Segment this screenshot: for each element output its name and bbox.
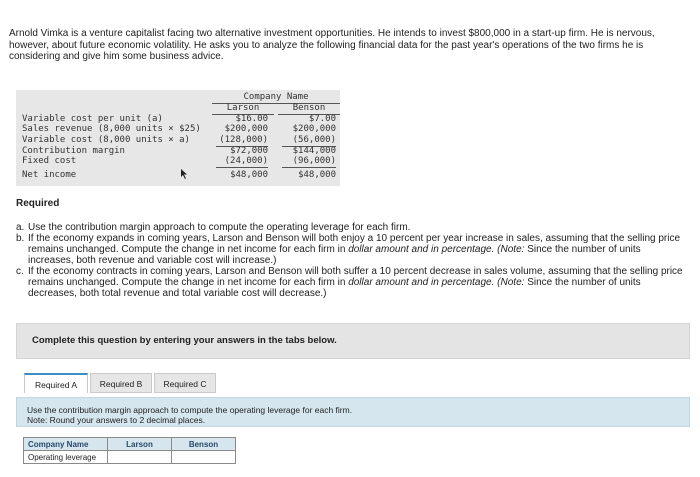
mouse-pointer-icon [180,169,188,181]
item-label: c. [16,266,24,277]
answer-table [23,437,236,464]
financial-data-table [16,90,340,186]
item-label: b. [16,233,25,244]
operating-leverage-label: Operating leverage [24,451,108,464]
required-item-a [16,222,686,233]
benson-value: $48,000 [298,170,336,180]
tab-panel-required-a [16,393,690,477]
tab-required-b[interactable]: Required B [90,373,152,393]
benson-operating-leverage-input[interactable] [172,451,236,464]
row-label: Net income [22,170,77,180]
item-label: a. [16,222,25,233]
item-emphasis: dollar amount and in percentage. (Note: [348,244,525,255]
larson-header: Larson [108,438,172,451]
larson-operating-leverage-input[interactable] [108,451,172,464]
larson-value: $48,000 [230,170,268,180]
panel-instructions [16,397,690,427]
company-name-header: Company Name [212,92,340,104]
problem-intro: Arnold Vimka is a venture capitalist facing two alternative investment opportunities. He intends to invest $800,000 in a start-up firm. He is nervous, however, about future economic volatility. He asks you to analyze the following financial data for the past year's operations of the two firms he is considering and give him some business advice. [9,28,655,62]
benson-header: Benson [172,438,236,451]
row-label: Variable cost (8,000 units × a) [22,135,190,145]
required-heading: Required [16,198,60,209]
larson-header: Larson [212,103,274,115]
benson-header: Benson [278,103,340,115]
row-label: Contribution margin [22,146,125,156]
item-text: If the economy contracts in coming years, Larson and Benson will both suffer a 10 percent decrease in sales volume, assuming that the selling price remains unchanged. Compute the change in net income for each firm in [28,266,683,288]
answer-table-header [24,438,236,451]
required-list [16,222,686,299]
item-note: Since the number of units decreases, both total revenue and total variable cost will decrease.) [28,277,641,299]
required-item-c [16,266,686,299]
item-note: Since the number of units increases, both revenue and variable cost will increase.) [28,244,641,266]
row-label: Variable cost per unit (a) [22,114,163,124]
item-emphasis: dollar amount and in percentage. (Note: [348,277,525,288]
instruction-text: Use the contribution margin approach to compute the operating leverage for each firm. [27,405,353,415]
benson-value: $200,000 [292,124,336,134]
banner-text: Complete this question by entering your answers in the tabs below. [32,335,337,346]
row-label: Sales revenue (8,000 units × $25) [22,124,201,134]
item-text: Use the contribution margin approach to compute the operating leverage for each firm. [28,222,411,233]
company-name-header: Company Name [24,438,108,451]
table-row [24,451,236,464]
tab-required-c[interactable]: Required C [154,373,216,393]
benson-value: (56,000) [282,135,336,147]
larson-value: $72,000 [230,146,268,156]
item-text: If the economy expands in coming years, Larson and Benson will both enjoy a 10 percent per year increase in sales, assuming that the selling price remains unchanged. Compute the change in net income for each firm in [28,233,681,255]
benson-value: $7.00 [308,114,336,124]
larson-value: (24,000) [216,156,268,168]
rounding-note: Note: Round your answers to 2 decimal places. [27,415,206,425]
larson-value: $16.00 [235,114,268,124]
required-item-b [16,233,686,266]
instructions-banner [16,323,690,359]
row-label: Fixed cost [22,156,77,166]
benson-value: $144,000 [292,146,336,156]
larson-value: $200,000 [224,124,268,134]
benson-value: (96,000) [282,156,336,168]
tab-required-a[interactable]: Required A [24,373,88,393]
larson-value: (128,000) [216,135,268,147]
